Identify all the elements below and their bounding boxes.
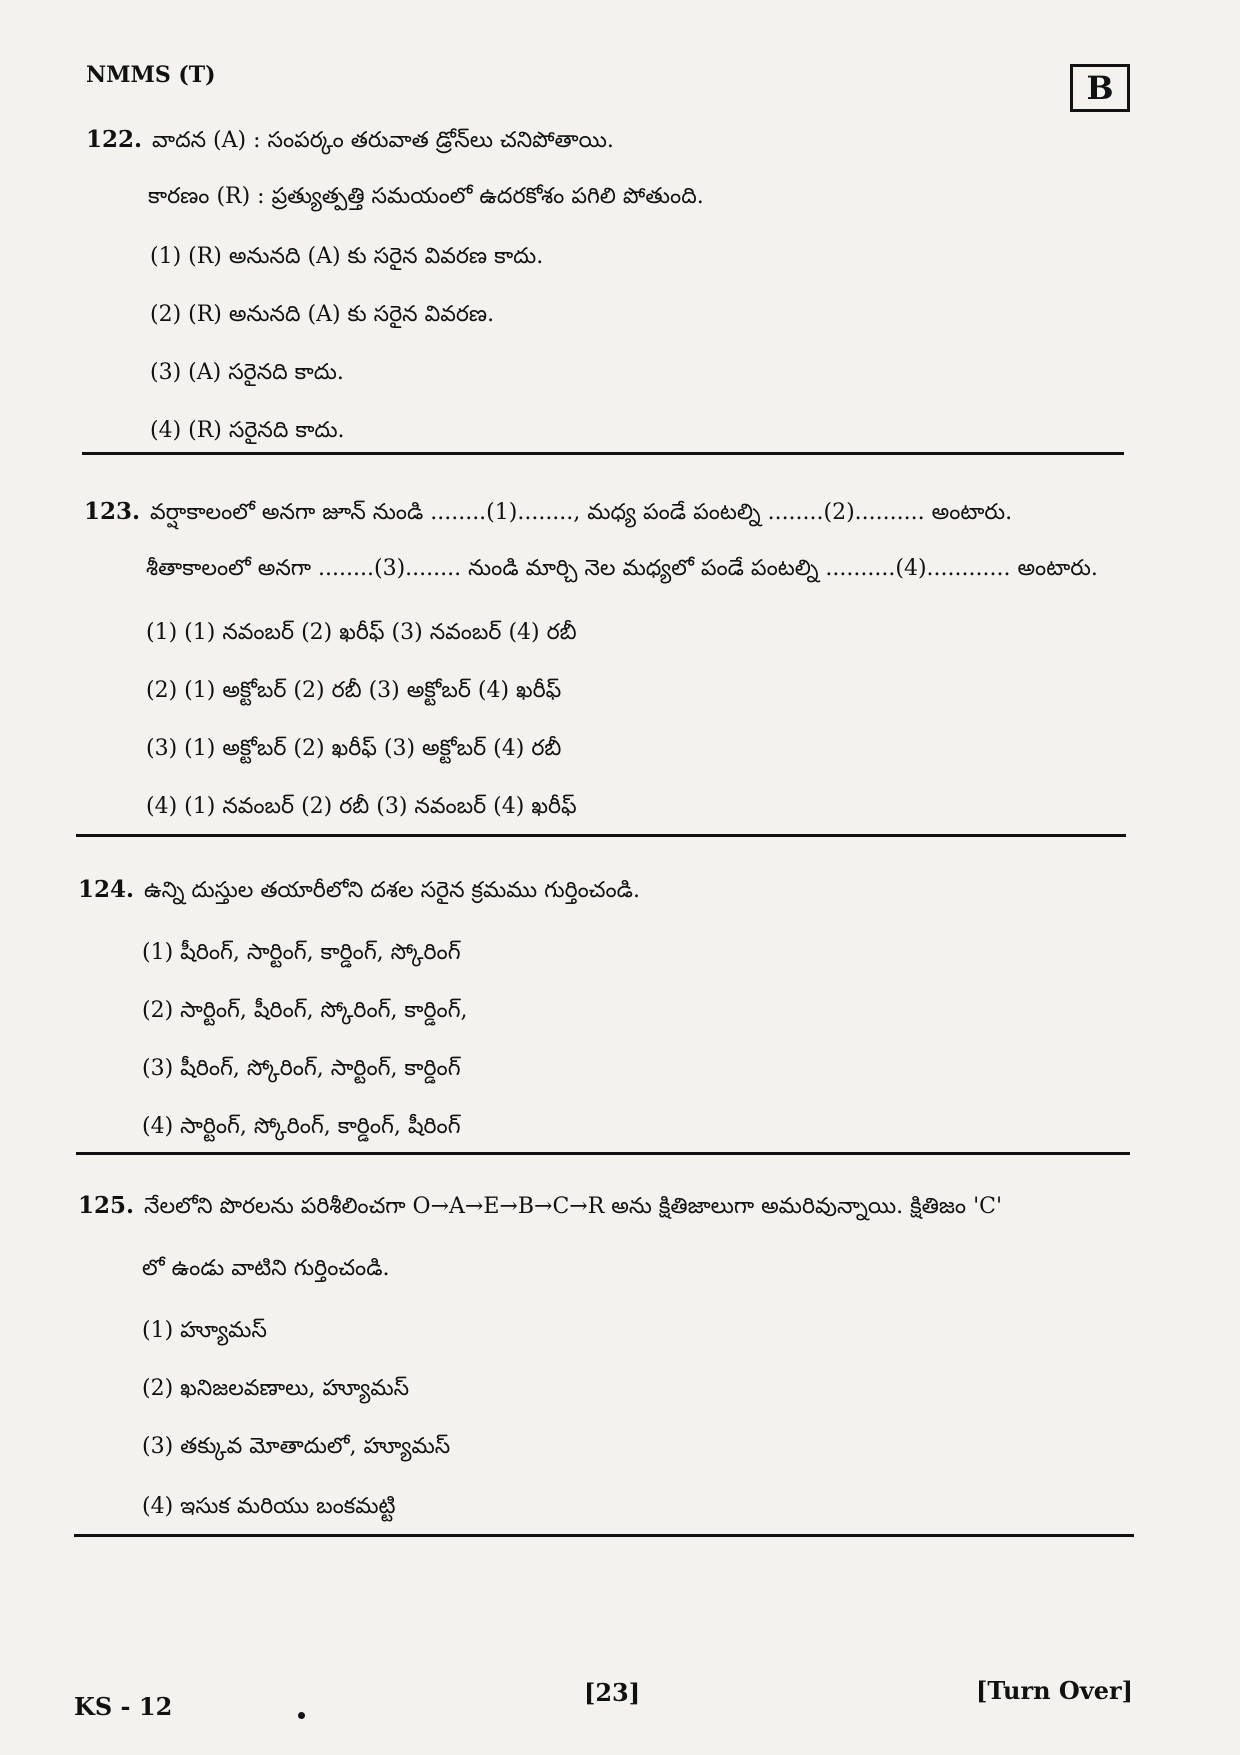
option-2: (2) ఖనిజలవణాలు, హ్యూమస్ (142, 1376, 410, 1401)
option-4: (4) సార్టింగ్, స్కోరింగ్, కార్డింగ్, షీరింగ్ (142, 1114, 461, 1139)
option-4: (4) (R) సరైనది కాదు. (150, 418, 345, 443)
option-1: (1) షీరింగ్, సార్టింగ్, కార్డింగ్, స్కోరింగ్ (142, 940, 461, 965)
question-number: 123. (84, 498, 141, 525)
exam-code: NMMS (T) (86, 62, 216, 88)
question-text: ఉన్ని దుస్తుల తయారీలోని దశల సరైన క్రమము గుర్తించండి. (144, 878, 640, 903)
question-text: వర్షాకాలంలో అనగా జూన్ నుండి ........(1)........, మధ్య పండే పంటల్ని ........(2).......... అంటారు. (150, 500, 1013, 525)
separator-line (76, 1152, 1130, 1155)
question-text: నేలలోని పొరలను పరిశీలించగా O→A→E→B→C→R అను క్షితిజాలుగా అమరివున్నాయి. క్షితిజం 'C' (144, 1194, 1002, 1219)
question-stem (86, 126, 614, 158)
option-3: (3) (1) అక్టోబర్ (2) ఖరీఫ్ (3) అక్టోబర్ (4) రబీ (146, 736, 562, 761)
set-label-box: B (1070, 64, 1130, 112)
option-2: (2) (1) అక్టోబర్ (2) రబీ (3) అక్టోబర్ (4) ఖరీఫ్ (146, 678, 562, 703)
option-1: (1) (R) అనునది (A) కు సరైన వివరణ కాదు. (150, 244, 544, 269)
option-1: (1) (1) నవంబర్ (2) ఖరీఫ్ (3) నవంబర్ (4) రబీ (146, 620, 577, 645)
question-text: వాదన (A) : సంపర్కం తరువాత డ్రోన్‌లు చనిపోతాయి. (152, 128, 614, 153)
question-stem (84, 498, 1012, 530)
turn-over-note: [Turn Over] (976, 1676, 1134, 1705)
question-stem (78, 876, 640, 908)
question-number: 122. (86, 126, 143, 153)
option-3: (3) (A) సరైనది కాదు. (150, 360, 344, 385)
option-1: (1) హ్యూమస్ (142, 1318, 267, 1343)
question-text: కారణం (R) : ప్రత్యుత్పత్తి సమయంలో ఉదరకోశం పగిలి పోతుంది. (148, 184, 704, 209)
option-2: (2) సార్టింగ్, షీరింగ్, స్కోరింగ్, కార్డింగ్, (142, 998, 468, 1023)
option-4: (4) ఇసుక మరియు బంకమట్టి (142, 1494, 396, 1519)
option-4: (4) (1) నవంబర్ (2) రబీ (3) నవంబర్ (4) ఖరీఫ్ (146, 794, 577, 819)
question-number: 125. (78, 1192, 135, 1219)
separator-line (82, 452, 1124, 455)
question-text: శీతాకాలంలో అనగా ........(3)........ నుండి మార్చి నెల మధ్యలో పండే పంటల్ని ..........(4)............ అంటారు. (146, 556, 1098, 581)
option-3: (3) తక్కువ మోతాదులో, హ్యూమస్ (142, 1434, 451, 1459)
option-2: (2) (R) అనునది (A) కు సరైన వివరణ. (150, 302, 495, 327)
ink-dot (298, 1712, 305, 1719)
separator-line (76, 834, 1126, 837)
question-stem (78, 1192, 1002, 1224)
question-number: 124. (78, 876, 135, 903)
footer-code: KS - 12 (74, 1692, 173, 1721)
option-3: (3) షీరింగ్, స్కోరింగ్, సార్టింగ్, కార్డింగ్ (142, 1056, 461, 1081)
question-text: లో ఉండు వాటిని గుర్తించండి. (142, 1256, 390, 1281)
page-number: [23] (584, 1678, 641, 1707)
separator-line (74, 1534, 1134, 1537)
